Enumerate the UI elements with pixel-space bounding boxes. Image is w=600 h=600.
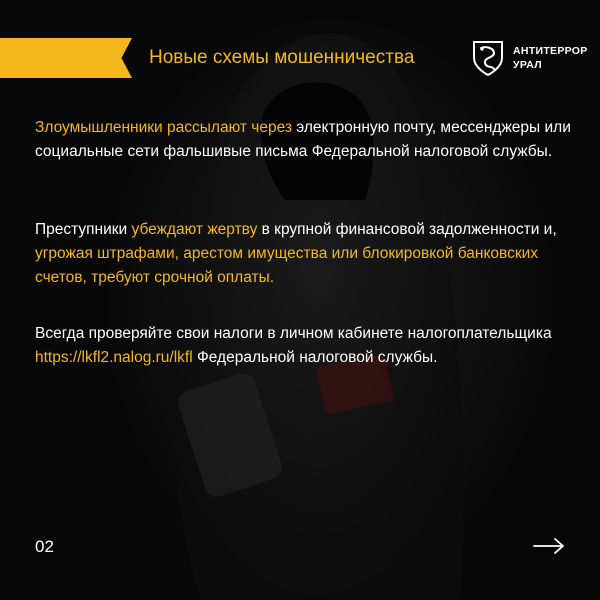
logo-line-2: УРАЛ	[513, 59, 542, 71]
logo	[470, 38, 588, 78]
highlight-text: Злоумышленники рассылают через	[35, 119, 292, 136]
page-title: Новые схемы мошенничества	[149, 47, 415, 68]
body-text: Преступники	[35, 221, 132, 238]
tax-cabinet-link[interactable]: https://lkfl2.nalog.ru/lkfl	[35, 349, 193, 366]
logo-text	[513, 44, 588, 72]
body-text: Федеральной налоговой службы.	[192, 349, 438, 366]
paragraph-3	[35, 322, 580, 370]
body-text: электронную почту, мессенджеры или социальные сети фальшивые письма Федеральной налоговой службы.	[35, 119, 571, 160]
body-text: Всегда проверяйте свои налоги в личном кабинете налогоплательщика	[35, 325, 552, 342]
page-number: 02	[35, 537, 54, 556]
body-text: в крупной финансовой задолженности и,	[257, 221, 557, 238]
paragraph-1	[35, 116, 580, 164]
arrow-right-icon[interactable]	[533, 537, 565, 555]
highlight-text: убеждают жертву	[131, 221, 258, 238]
logo-line-1: АНТИТЕРРОР	[513, 45, 588, 57]
lizard-shield-icon	[470, 38, 506, 78]
paragraph-2	[35, 218, 580, 290]
highlight-text: угрожая штрафами, арестом имущества или блокировкой банковских счетов, требуют срочной оплаты.	[35, 245, 539, 286]
header-banner	[0, 38, 132, 78]
